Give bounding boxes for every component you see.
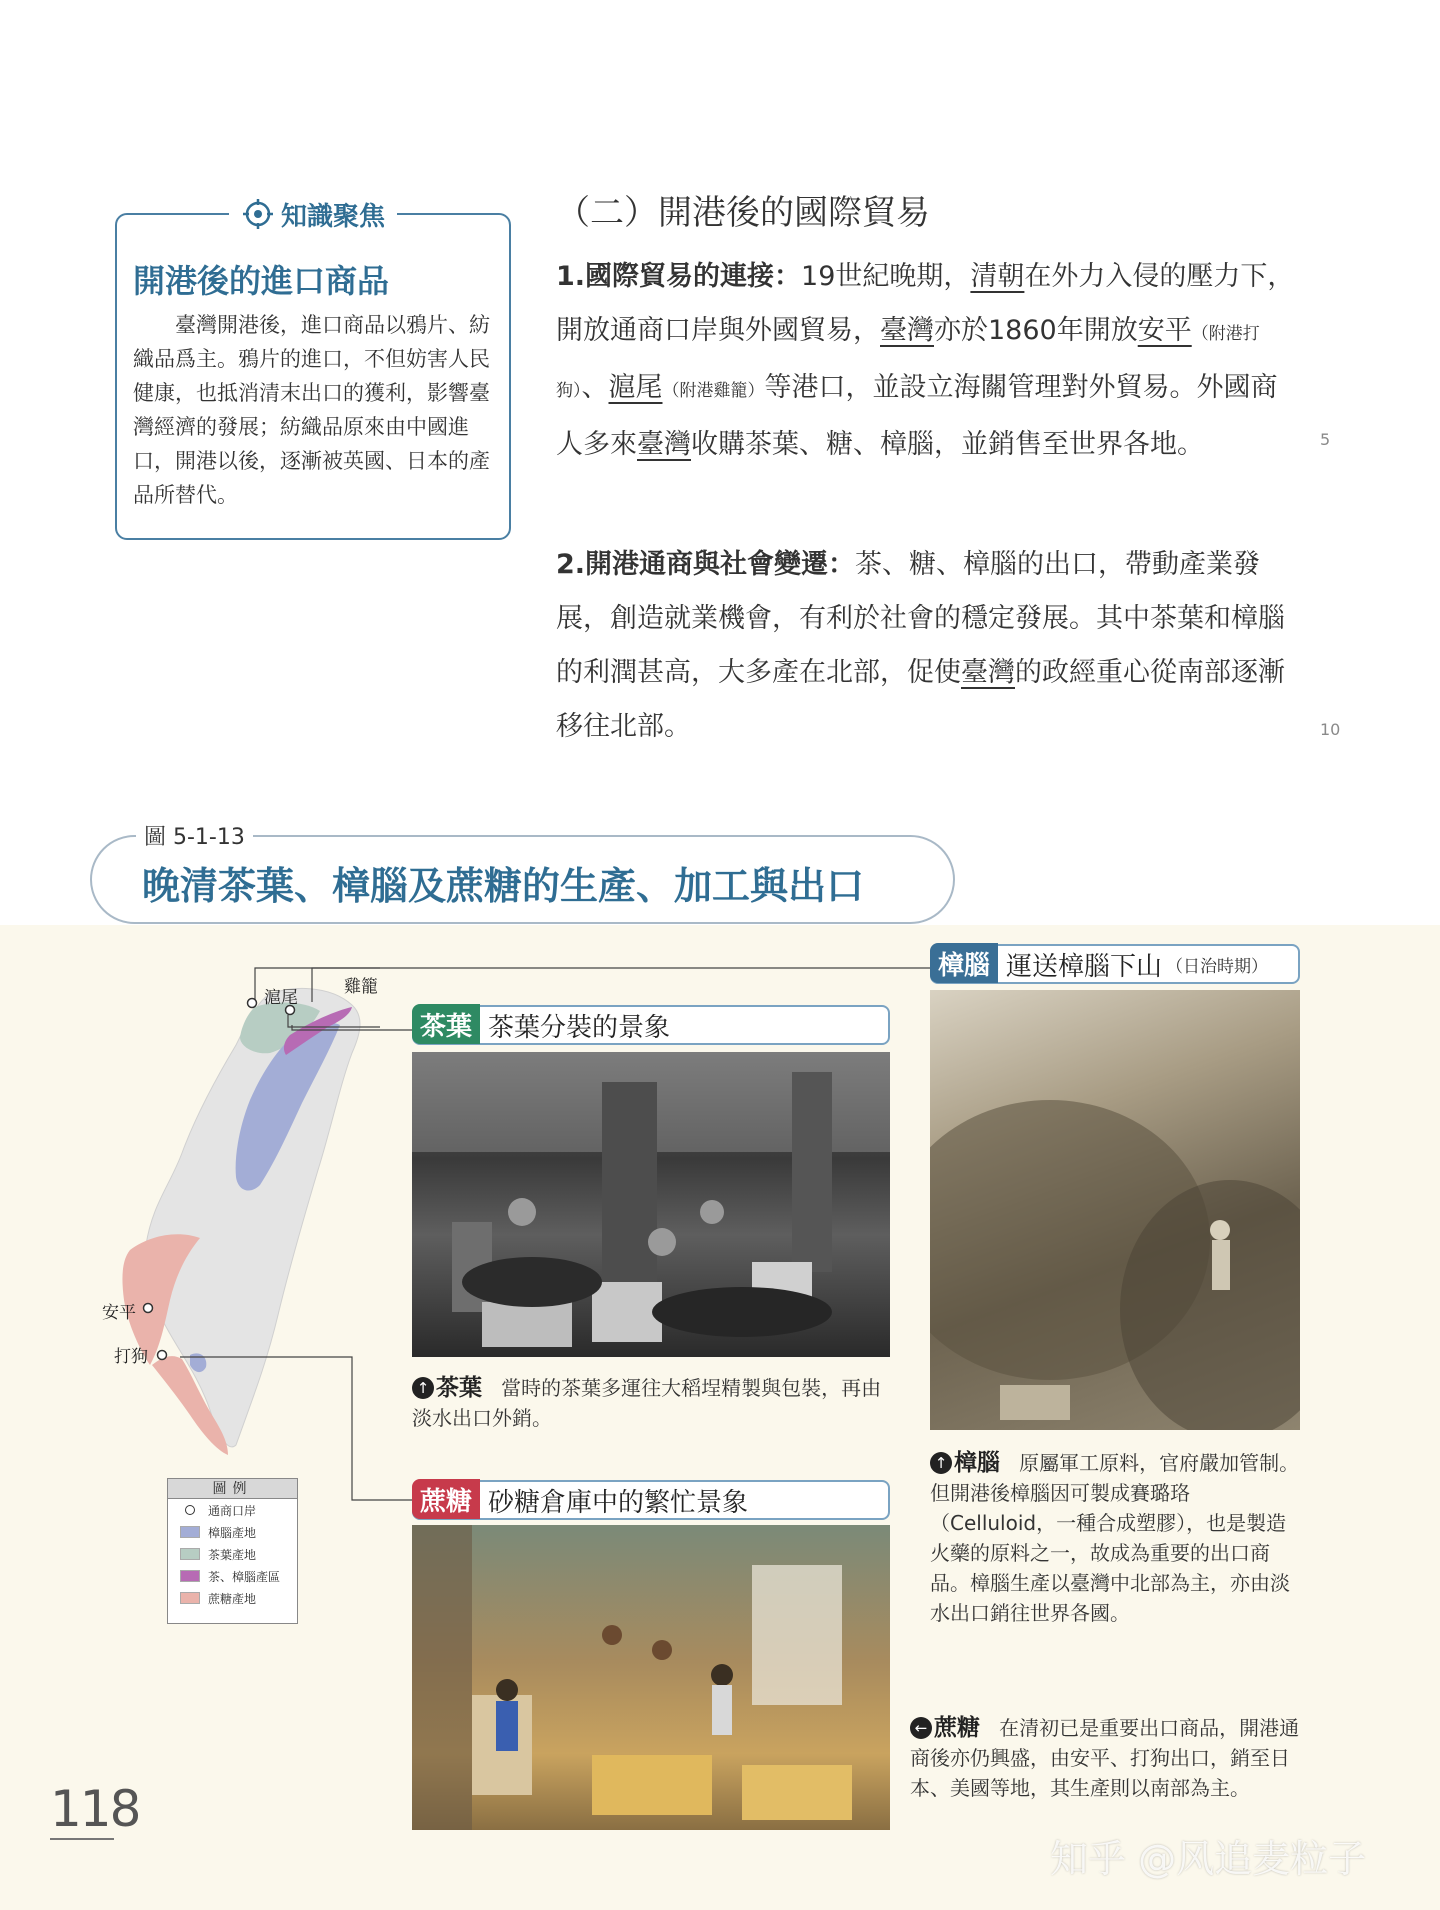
map-label-jilong: 雞籠 (344, 977, 378, 997)
arrow-left-icon: ← (910, 1717, 932, 1739)
camphor-caption-sub: （日治時期） (1166, 956, 1269, 977)
text-run: 茶、糖、樟腦的出口，帶動產業發展，創造就業機會，有利於社會的穩定發展。其中茶葉和樟腦的利潤甚高，大多產在北部，促使 (556, 549, 1285, 688)
legend-item (168, 1587, 297, 1609)
port-dot-icon (185, 1505, 195, 1515)
legend-item (168, 1565, 297, 1587)
section-title: （二）開港後的國際貿易 (556, 193, 930, 233)
figure-label: 圖 5-1-13 (136, 820, 253, 851)
tea-note-text: 當時的茶葉多運往大稻埕精製與包裝，再由淡水出口外銷。 (412, 1376, 882, 1430)
sugar-note-text: 在清初已是重要出口商品，開港通商後亦仍興盛，由安平、打狗出口，銷至日本、美國等地，其生產則以南部為主。 (910, 1716, 1300, 1800)
small-note: （附港打狗） (556, 324, 1260, 401)
watermark: 知乎 @风追麦粒子 (1050, 1837, 1367, 1881)
underlined-term: 臺灣 (880, 315, 934, 346)
legend-label: 樟腦產地 (208, 1525, 257, 1540)
camphor-tag: 樟腦 (930, 943, 998, 983)
line-number: 10 (1320, 720, 1341, 739)
text-run: 的政經重心從南部逐漸移往北部。 (556, 657, 1285, 742)
legend-item (168, 1521, 297, 1543)
underlined-term: 清朝 (970, 261, 1025, 292)
camphor-photo (930, 990, 1300, 1430)
camphor-connector (312, 968, 935, 1002)
tea-note-title: 茶葉 (436, 1375, 482, 1401)
paragraph-2-lead: 2.開港通商與社會變遷： (556, 549, 856, 580)
underlined-term: 臺灣 (637, 429, 691, 460)
text-run: 、 (581, 372, 609, 403)
legend-label: 茶、樟腦產區 (208, 1569, 281, 1584)
text-run: 19世紀晚期， (801, 261, 971, 292)
camphor-photo-sketch (930, 990, 1300, 1430)
knowledge-focus-title: 開港後的進口商品 (133, 262, 390, 300)
sugar-note (910, 1713, 1302, 1803)
sugar-photo (412, 1525, 890, 1830)
figure-title: 晚清茶葉、樟腦及蔗糖的生產、加工與出口 (142, 864, 865, 908)
legend-item (168, 1543, 297, 1565)
sugar-caption-header (412, 1480, 890, 1520)
camphor-caption: 運送樟腦下山 (1006, 951, 1163, 982)
text-run: 收購茶葉、糖、樟腦，並銷售至世界各地。 (691, 429, 1204, 460)
text-run: 等港口，並設立海關管理對外貿易。外國商人多來 (556, 372, 1278, 460)
tea-photo-sketch (412, 1052, 890, 1357)
knowledge-focus-body: 臺灣開港後，進口商品以鴉片、紡織品爲主。鴉片的進口，不但妨害人民健康，也抵消清末出口的獲利，影響臺灣經濟的發展；紡織品原來由中國進口，開港以後，逐漸被英國、日本的產品所替代。 (133, 313, 490, 507)
tea-connector (292, 1025, 412, 1030)
map-label-huwei: 滬尾 (264, 988, 298, 1008)
map-legend (167, 1478, 298, 1624)
text-run: 亦於1860年開放 (934, 315, 1138, 346)
arrow-up-icon: ↑ (930, 1452, 952, 1474)
map-label-dagou: 打狗 (114, 1347, 148, 1367)
arrow-up-icon: ↑ (412, 1377, 434, 1399)
tea-caption-header (412, 1005, 890, 1045)
legend-swatch (180, 1548, 200, 1560)
map-label-anping: 安平 (102, 1303, 136, 1323)
underlined-term: 安平 (1137, 315, 1192, 346)
underlined-term: 臺灣 (961, 657, 1015, 688)
legend-swatch (180, 1526, 200, 1538)
legend-swatch (180, 1592, 200, 1604)
paragraph-1-lead: 1.國際貿易的連接： (556, 261, 802, 292)
knowledge-focus-label: 知識聚焦 (280, 201, 385, 232)
camphor-note (930, 1448, 1302, 1628)
camphor-caption-header (930, 944, 1300, 984)
underlined-term: 滬尾 (608, 372, 663, 403)
legend-item (168, 1499, 297, 1521)
small-note: （附港雞籠） (662, 381, 765, 401)
tea-tag: 茶葉 (412, 1004, 480, 1044)
text-run: 在外力入侵的壓力下，開放通商口岸與外國貿易， (556, 261, 1295, 346)
page-number-underline (50, 1838, 114, 1840)
legend-swatch (180, 1570, 200, 1582)
camphor-note-text: 原屬軍工原料，官府嚴加管制。但開港後樟腦因可製成賽璐珞（Celluloid，一種合成塑膠），也是製造火藥的原料之一，故成為重要的出口商品。樟腦生產以臺灣中北部為主，亦由淡水出口銷往世界各國。 (930, 1451, 1300, 1625)
tea-photo (412, 1052, 890, 1357)
line-number: 5 (1320, 430, 1331, 449)
sugar-caption: 砂糖倉庫中的繁忙景象 (488, 1487, 749, 1518)
tea-caption: 茶葉分裝的景象 (488, 1012, 671, 1043)
legend-label: 茶葉產地 (208, 1547, 257, 1562)
camphor-note-title: 樟腦 (954, 1450, 1000, 1476)
legend-label: 蔗糖產地 (208, 1591, 257, 1606)
sugar-photo-sketch (412, 1525, 890, 1830)
legend-title: 圖例 (168, 1479, 297, 1499)
page-number: 118 (50, 1780, 140, 1838)
tea-note (412, 1373, 892, 1433)
sugar-tag: 蔗糖 (412, 1479, 480, 1519)
sugar-note-title: 蔗糖 (934, 1715, 980, 1741)
legend-label: 通商口岸 (208, 1503, 257, 1518)
